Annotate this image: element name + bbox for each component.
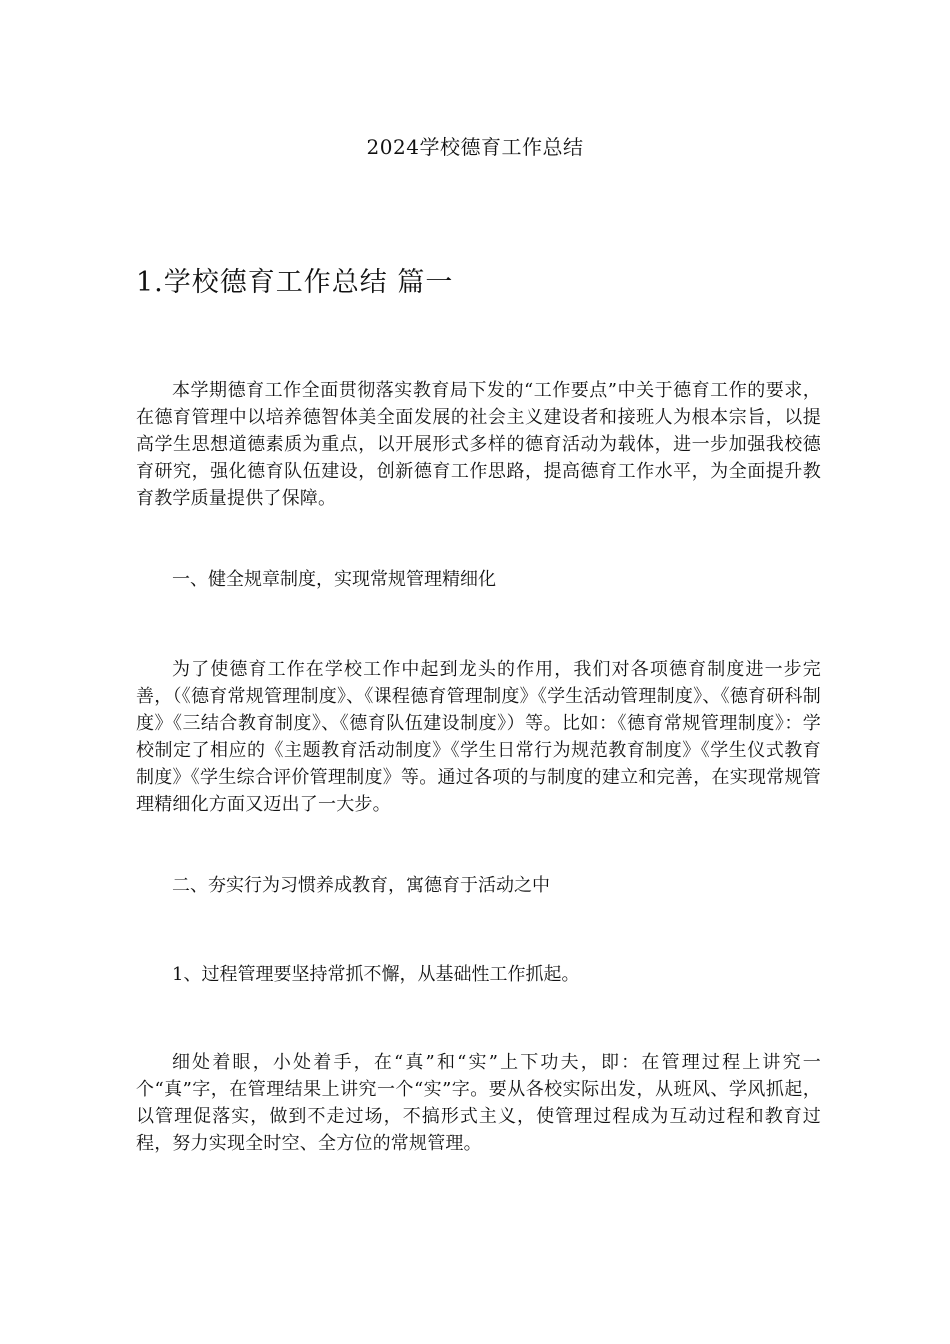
subheading-habits: 二、夯实行为习惯养成教育，寓德育于活动之中	[172, 875, 550, 896]
subheading-process: 1、过程管理要坚持常抓不懈，从基础性工作抓起。	[172, 964, 580, 985]
subheading-rules: 一、健全规章制度，实现常规管理精细化	[172, 569, 496, 590]
section-heading: 1.学校德育工作总结 篇一	[136, 267, 454, 298]
paragraph-intro: 本学期德育工作全面贯彻落实教育局下发的“工作要点”中关于德育工作的要求，在德育管理中以培养德智体美全面发展的社会主义建设者和接班人为根本宗旨，以提高学生思想道德素质为重点，以开展形式多样的德育活动为载体，进一步加强我校德育研究，强化德育队伍建设，创新德育工作思路，提高德育工作水平，为全面提升教育教学质量提供了保障。	[136, 380, 821, 509]
paragraph-process: 细处着眼，小处着手，在“真”和“实”上下功夫，即：在管理过程上讲究一个“真”字，在管理结果上讲究一个“实”字。要从各校实际出发，从班风、学风抓起，以管理促落实，做到不走过场，不搞形式主义，使管理过程成为互动过程和教育过程，努力实现全时空、全方位的常规管理。	[136, 1052, 821, 1154]
paragraph-rules: 为了使德育工作在学校工作中起到龙头的作用，我们对各项德育制度进一步完善，（《德育常规管理制度》、《课程德育管理制度》《学生活动管理制度》、《德育研科制度》《三结合教育制度》、《德育队伍建设制度》）等。比如：《德育常规管理制度》：学校制定了相应的《主题教育活动制度》《学生日常行为规范教育制度》《学生仪式教育制度》《学生综合评价管理制度》等。通过各项的与制度的建立和完善，在实现常规管理精细化方面又迈出了一大步。	[136, 659, 821, 815]
document-title: 2024学校德育工作总结	[366, 135, 584, 159]
